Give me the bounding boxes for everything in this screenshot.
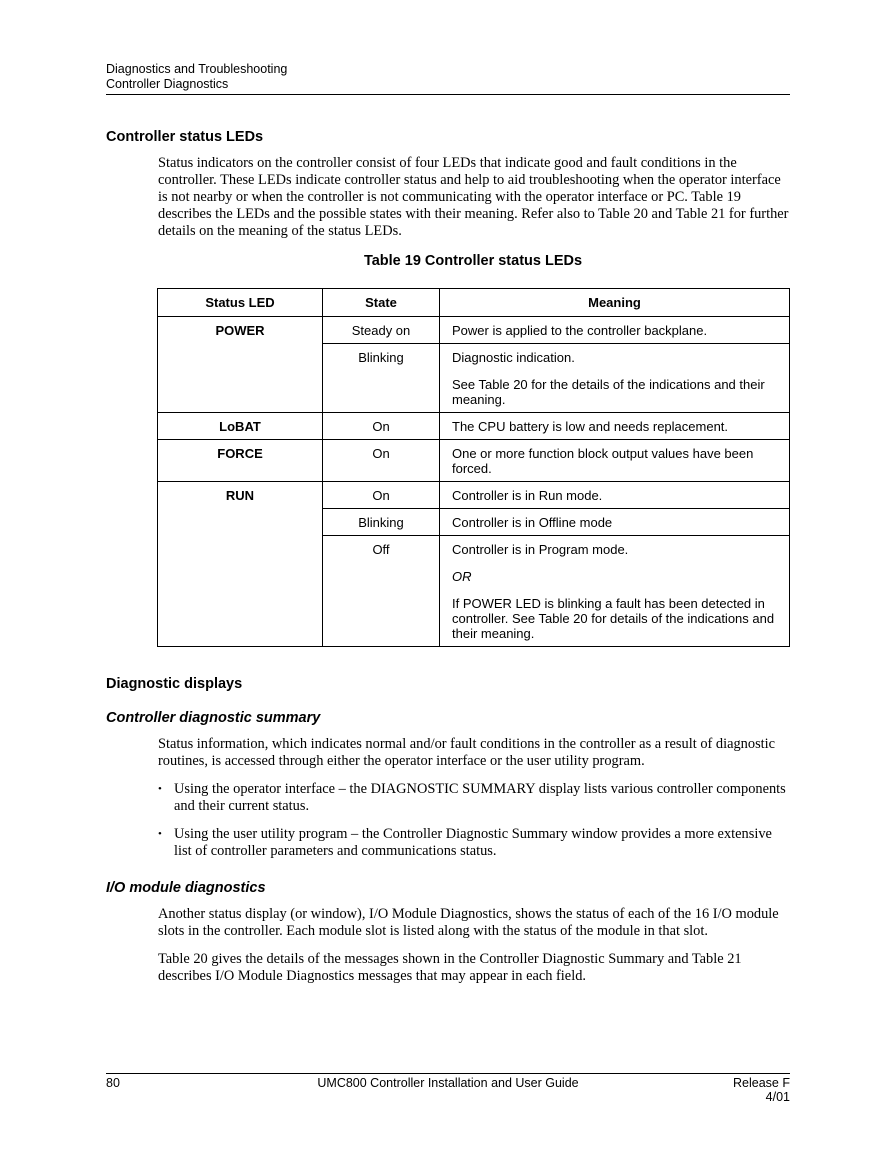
column-header-state: State bbox=[323, 289, 440, 317]
led-state: Steady on bbox=[323, 317, 440, 344]
bullet-icon: • bbox=[158, 783, 162, 795]
table-row bbox=[158, 317, 790, 344]
led-state: On bbox=[323, 482, 440, 509]
column-header-meaning: Meaning bbox=[440, 289, 790, 317]
table-row bbox=[158, 482, 790, 509]
led-meaning-or: OR bbox=[452, 569, 472, 584]
running-footer bbox=[106, 1073, 790, 1104]
led-meaning: Controller is in Offline mode bbox=[440, 509, 790, 536]
led-name: RUN bbox=[158, 482, 323, 509]
led-name: LoBAT bbox=[158, 413, 323, 440]
footer-title: UMC800 Controller Installation and User Guide bbox=[317, 1076, 579, 1090]
table-row bbox=[158, 413, 790, 440]
table-row bbox=[158, 440, 790, 482]
paragraph-status-leds: Status indicators on the controller consist of four LEDs that indicate good and fault conditions in the controller. These LEDs indicate controller status and help to aid troubleshooting when the operator interface is not nearby or when the controller is not communicating with the operator interface or PC. Table 19 describes the LEDs and the possible states with their meaning. Refer also to Table 20 and Table 21 for further details on the meaning of the status LEDs. bbox=[158, 155, 789, 239]
led-meaning-cell bbox=[440, 536, 790, 647]
list-item-text: Using the operator interface – the DIAGNOSTIC SUMMARY display lists various controller components and their current status. bbox=[174, 781, 786, 814]
release-date: 4/01 bbox=[765, 1090, 790, 1104]
led-meaning: One or more function block output values have been forced. bbox=[440, 440, 790, 482]
table-19-caption: Table 19 Controller status LEDs bbox=[363, 253, 583, 269]
led-state: On bbox=[323, 440, 440, 482]
led-meaning: Power is applied to the controller backplane. bbox=[440, 317, 790, 344]
table-row bbox=[158, 509, 790, 536]
led-meaning: Controller is in Run mode. bbox=[440, 482, 790, 509]
led-name bbox=[158, 344, 323, 413]
paragraph-diagnostic-summary: Status information, which indicates normal and/or fault conditions in the controller as a result of diagnostic routines, is accessed through either the operator interface or the user utility program. bbox=[158, 736, 776, 769]
release-label: Release F bbox=[733, 1076, 790, 1090]
list-item bbox=[158, 826, 790, 860]
list-item bbox=[158, 781, 790, 815]
led-state: Off bbox=[323, 536, 440, 647]
led-meaning: The CPU battery is low and needs replacement. bbox=[440, 413, 790, 440]
header-section: Controller Diagnostics bbox=[106, 77, 229, 91]
led-state: Blinking bbox=[323, 509, 440, 536]
led-name: FORCE bbox=[158, 440, 323, 482]
paragraph-io-tables: Table 20 gives the details of the messages shown in the Controller Diagnostic Summary and Table 21 describes I/O Module Diagnostics messages that may appear in each field. bbox=[158, 951, 742, 984]
heading-controller-diagnostic-summary: Controller diagnostic summary bbox=[106, 710, 321, 726]
bullet-icon: • bbox=[158, 828, 162, 840]
led-meaning: Controller is in Program mode. bbox=[452, 542, 629, 557]
page-number: 80 bbox=[106, 1076, 120, 1090]
table-header-row bbox=[158, 289, 790, 317]
list-item-text: Using the user utility program – the Controller Diagnostic Summary window provides a more extensive list of controller parameters and communications status. bbox=[174, 826, 772, 859]
column-header-status-led: Status LED bbox=[158, 289, 323, 317]
table-row bbox=[158, 344, 790, 413]
heading-diagnostic-displays: Diagnostic displays bbox=[106, 676, 243, 692]
running-header bbox=[106, 62, 790, 95]
led-meaning-note: If POWER LED is blinking a fault has been detected in controller. See Table 20 for details of the indications and their meaning. bbox=[452, 596, 775, 641]
led-name bbox=[158, 536, 323, 647]
led-meaning-note: See Table 20 for the details of the indications and their meaning. bbox=[452, 377, 765, 407]
table-row bbox=[158, 536, 790, 647]
heading-io-module-diagnostics: I/O module diagnostics bbox=[106, 880, 266, 896]
header-chapter: Diagnostics and Troubleshooting bbox=[106, 62, 288, 76]
led-name bbox=[158, 509, 323, 536]
bullet-list bbox=[158, 781, 790, 860]
led-meaning: Diagnostic indication. bbox=[452, 350, 575, 365]
table-19 bbox=[157, 288, 790, 647]
footer-release bbox=[733, 1076, 790, 1104]
heading-status-leds: Controller status LEDs bbox=[106, 129, 264, 145]
led-meaning-cell bbox=[440, 344, 790, 413]
led-state: On bbox=[323, 413, 440, 440]
led-state: Blinking bbox=[323, 344, 440, 413]
led-name: POWER bbox=[158, 317, 323, 344]
paragraph-io-diagnostics: Another status display (or window), I/O Module Diagnostics, shows the status of each of the 16 I/O module slots in the controller. Each module slot is listed along with the status of the module in that slot. bbox=[158, 906, 779, 939]
